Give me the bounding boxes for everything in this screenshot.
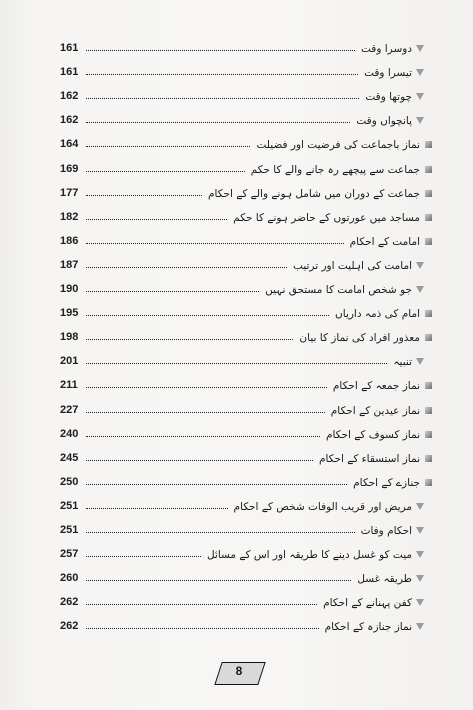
dot-leader bbox=[86, 243, 344, 244]
toc-page-number: 164 bbox=[60, 138, 79, 151]
dot-leader bbox=[86, 363, 387, 364]
dot-leader bbox=[86, 580, 351, 581]
toc-title: احکام وفات bbox=[360, 525, 412, 537]
square-bullet-icon bbox=[425, 238, 432, 245]
toc-entry bbox=[60, 82, 432, 104]
toc-page-number: 161 bbox=[60, 42, 79, 54]
toc-page-number: 182 bbox=[60, 210, 79, 223]
square-bullet-icon bbox=[425, 382, 432, 389]
toc-title: نماز استسقاء کے احکام bbox=[318, 452, 420, 465]
square-bullet-icon bbox=[425, 431, 432, 438]
toc-page-number: 245 bbox=[60, 451, 79, 464]
toc-page-number: 240 bbox=[60, 427, 79, 440]
triangle-bullet-icon bbox=[416, 575, 424, 582]
toc-title: نماز باجماعت کی فرضیت اور فضیلت bbox=[256, 139, 420, 152]
toc-entry bbox=[60, 444, 432, 466]
toc-title: معذور افراد کی نماز کا بیان bbox=[299, 332, 420, 345]
dot-leader bbox=[86, 98, 359, 99]
toc-entry bbox=[60, 564, 432, 586]
toc-title: دوسرا وقت bbox=[361, 43, 412, 55]
dot-leader bbox=[86, 387, 327, 388]
toc-entry bbox=[60, 203, 432, 225]
toc-page-number: 251 bbox=[60, 499, 79, 512]
toc-entry bbox=[60, 540, 432, 562]
dot-leader bbox=[86, 171, 245, 172]
square-bullet-icon bbox=[425, 190, 432, 197]
toc-page-number: 201 bbox=[60, 355, 79, 368]
dot-leader bbox=[86, 412, 325, 413]
toc-title: امامت کی اہلیت اور ترتیب bbox=[293, 259, 412, 272]
dot-leader bbox=[86, 219, 227, 220]
triangle-bullet-icon bbox=[416, 93, 424, 100]
dot-leader bbox=[86, 604, 317, 605]
triangle-bullet-icon bbox=[416, 623, 424, 630]
triangle-bullet-icon bbox=[416, 262, 424, 269]
square-bullet-icon bbox=[425, 214, 432, 221]
toc-title: چوتھا وقت bbox=[365, 91, 412, 104]
toc-title: جماعت سے پیچھے رہ جانے والے کا حکم bbox=[250, 163, 420, 176]
dot-leader bbox=[86, 74, 358, 75]
square-bullet-icon bbox=[425, 334, 432, 341]
toc-page-number: 187 bbox=[60, 258, 79, 271]
toc-entry bbox=[60, 34, 432, 56]
toc-page-number: 260 bbox=[60, 572, 79, 585]
toc-page-number: 227 bbox=[60, 403, 79, 416]
toc-page-number: 190 bbox=[60, 283, 79, 295]
dot-leader bbox=[86, 484, 347, 485]
dot-leader bbox=[86, 532, 355, 533]
triangle-bullet-icon bbox=[416, 527, 424, 534]
toc-entry bbox=[60, 468, 432, 490]
dot-leader bbox=[86, 556, 201, 557]
dot-leader bbox=[86, 315, 329, 316]
triangle-bullet-icon bbox=[416, 599, 424, 606]
square-bullet-icon bbox=[425, 166, 432, 173]
toc-title: نماز جنازہ کے احکام bbox=[324, 621, 412, 634]
toc-entry bbox=[60, 299, 432, 321]
toc-title: طریقہ غسل bbox=[357, 573, 412, 586]
dot-leader bbox=[86, 122, 350, 123]
toc-entry bbox=[60, 371, 432, 393]
toc-page-number: 262 bbox=[60, 620, 79, 633]
triangle-bullet-icon bbox=[416, 551, 424, 558]
triangle-bullet-icon bbox=[416, 503, 424, 510]
square-bullet-icon bbox=[425, 407, 432, 414]
triangle-bullet-icon bbox=[416, 117, 424, 124]
square-bullet-icon bbox=[425, 141, 432, 148]
dot-leader bbox=[86, 50, 355, 51]
toc-page-number: 211 bbox=[60, 379, 78, 392]
toc-entry bbox=[60, 275, 432, 297]
toc-entry bbox=[60, 251, 432, 273]
toc-entry bbox=[60, 323, 432, 345]
toc-page-number: 262 bbox=[60, 596, 79, 609]
square-bullet-icon bbox=[425, 310, 432, 317]
dot-leader bbox=[86, 339, 293, 340]
toc-entry bbox=[60, 227, 432, 249]
dot-leader bbox=[86, 460, 313, 461]
toc-title: جماعت کے دوران میں شامل ہونے والے کے احکام bbox=[207, 187, 420, 200]
toc-page-number: 257 bbox=[60, 548, 79, 561]
toc-entry bbox=[60, 347, 432, 369]
toc-page-number: 162 bbox=[60, 90, 79, 103]
toc-entry bbox=[60, 155, 432, 177]
toc-title: نماز کسوف کے احکام bbox=[325, 428, 420, 441]
dot-leader bbox=[86, 146, 250, 147]
toc-entry bbox=[60, 58, 432, 80]
toc-page-number: 195 bbox=[60, 307, 79, 320]
toc-page-number: 169 bbox=[60, 162, 79, 175]
toc-title: جو شخص امامت کا مستحق نہیں bbox=[265, 284, 412, 296]
dot-leader bbox=[86, 291, 259, 292]
page-number: 8 bbox=[235, 664, 243, 678]
toc-title: تیسرا وقت bbox=[364, 67, 412, 80]
toc-entry bbox=[60, 516, 432, 538]
toc-title: جنازے کے احکام bbox=[353, 476, 420, 489]
triangle-bullet-icon bbox=[416, 69, 424, 76]
toc-title: کفن پہنانے کے احکام bbox=[323, 597, 412, 610]
toc-title: میت کو غسل دینے کا طریقہ اور اس کے مسائل bbox=[206, 549, 412, 562]
dot-leader bbox=[86, 628, 319, 629]
toc-page-number: 198 bbox=[60, 331, 79, 344]
toc-entry bbox=[60, 179, 432, 201]
triangle-bullet-icon bbox=[416, 286, 424, 293]
toc-page-number: 177 bbox=[60, 186, 79, 199]
toc-title: امام کی ذمہ داریاں bbox=[335, 308, 420, 321]
toc-page-number: 161 bbox=[60, 66, 79, 79]
toc-entry bbox=[60, 396, 432, 418]
triangle-bullet-icon bbox=[416, 358, 424, 365]
dot-leader bbox=[86, 508, 228, 509]
square-bullet-icon bbox=[425, 455, 432, 462]
dot-leader bbox=[86, 195, 202, 196]
toc-entry bbox=[60, 420, 432, 442]
toc-entry bbox=[60, 106, 432, 128]
toc-page-number: 250 bbox=[60, 475, 79, 488]
toc-entry bbox=[60, 130, 432, 152]
toc-title: تنبیہ bbox=[393, 356, 412, 369]
toc-entry bbox=[60, 588, 432, 610]
toc-entry bbox=[60, 492, 432, 514]
dot-leader bbox=[86, 267, 287, 268]
dot-leader bbox=[86, 436, 320, 437]
toc-page-number: 162 bbox=[60, 114, 79, 127]
toc-page-number: 251 bbox=[60, 524, 79, 536]
page-number-badge bbox=[218, 662, 260, 683]
toc-title: مریض اور قریب الوفات شخص کے احکام bbox=[233, 500, 412, 513]
toc-title: مساجد میں عورتوں کے حاضر ہونے کا حکم bbox=[233, 211, 420, 224]
triangle-bullet-icon bbox=[416, 45, 424, 52]
toc-title: امامت کے احکام bbox=[349, 235, 420, 248]
toc-title: پانچواں وقت bbox=[356, 115, 412, 128]
toc-title: نماز جمعہ کے احکام bbox=[332, 380, 420, 393]
toc-title: نماز عیدین کے احکام bbox=[330, 404, 420, 417]
square-bullet-icon bbox=[425, 479, 432, 486]
toc-entry bbox=[60, 612, 432, 634]
toc-page-number: 186 bbox=[60, 234, 79, 247]
